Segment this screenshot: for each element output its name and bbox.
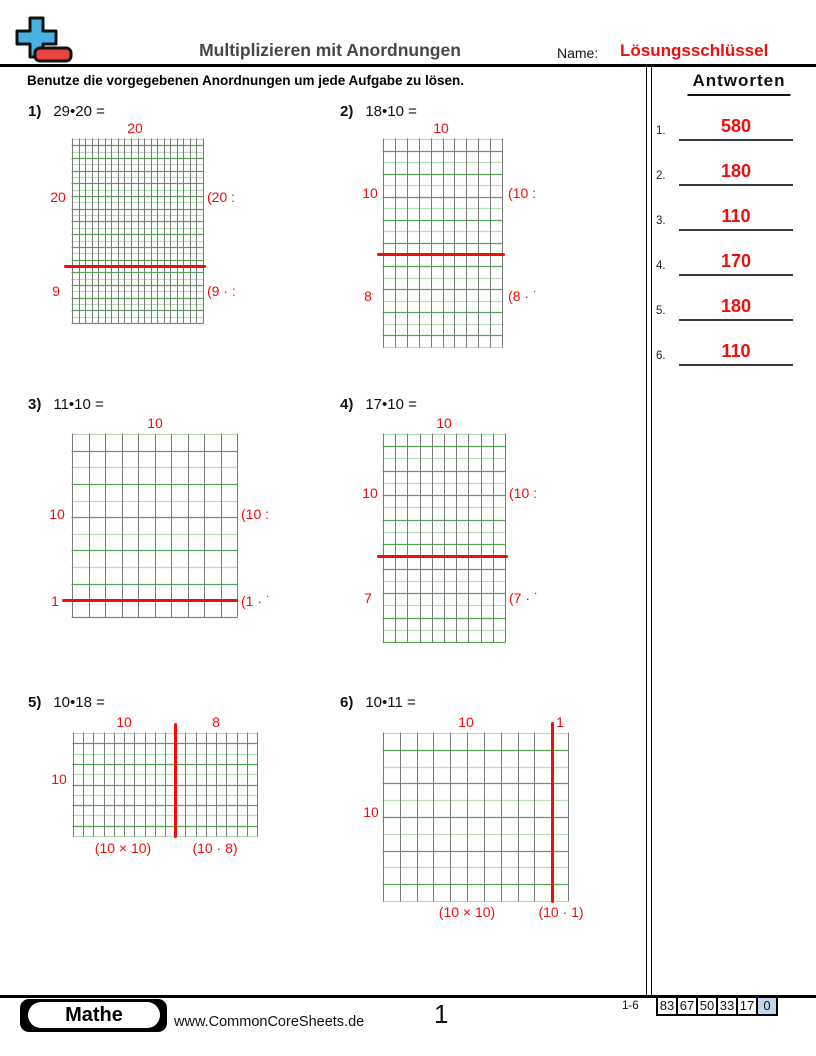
worksheet-title: Multiplizieren mit Anordnungen bbox=[199, 40, 461, 60]
website-label: www.CommonCoreSheets.de bbox=[174, 1014, 365, 1030]
answer-index: 6. bbox=[656, 350, 666, 362]
grid-label: (10 · 8) bbox=[192, 840, 238, 856]
problem-number: 2) bbox=[340, 103, 354, 120]
answers-title: Antworten bbox=[687, 71, 790, 96]
array-grid bbox=[383, 139, 502, 347]
problem-number: 1) bbox=[28, 103, 42, 120]
problem-number: 6) bbox=[340, 694, 354, 711]
answer-key-label: Lösungsschlüssel bbox=[620, 41, 769, 60]
answer-value: 110 bbox=[721, 341, 751, 361]
answer-line bbox=[679, 364, 793, 366]
grid-label: (8 · ˙ bbox=[508, 288, 538, 304]
page-number: 1 bbox=[434, 999, 449, 1029]
grid-label: 8 bbox=[364, 288, 372, 304]
answer-index: 1. bbox=[656, 125, 666, 137]
grid-label: 10 bbox=[433, 120, 449, 136]
array-grid bbox=[383, 434, 505, 642]
answer-value: 180 bbox=[720, 296, 752, 316]
score-range-label: 1-6 bbox=[622, 1000, 639, 1012]
subject-label: Mathe bbox=[65, 1003, 123, 1026]
array-grid bbox=[72, 139, 203, 323]
score-cell: 83 bbox=[656, 996, 678, 1016]
grid-label: (7 · ˙ bbox=[509, 590, 539, 606]
answer-value: 170 bbox=[720, 251, 752, 271]
grid-label: 10 bbox=[147, 415, 163, 431]
problem-header bbox=[340, 103, 417, 120]
name-label: Name: bbox=[557, 45, 599, 61]
grid-label: 20 bbox=[127, 120, 143, 136]
grid-label: (1 · ˙ bbox=[241, 593, 271, 609]
grid-label: (10 · 1) bbox=[538, 904, 584, 920]
grid-divider-line bbox=[377, 253, 505, 256]
grid-label: 10 bbox=[362, 185, 378, 201]
problem-header bbox=[340, 396, 417, 413]
grid-label: (10 × 10) bbox=[94, 840, 152, 856]
array-grid bbox=[72, 434, 237, 617]
grid-label: (10 : bbox=[241, 506, 270, 522]
grid-divider-line bbox=[377, 555, 508, 558]
grid-divider-line bbox=[551, 722, 554, 903]
instruction-text: Benutze die vorgegebenen Anordnungen um jede Aufgabe zu lösen. bbox=[27, 73, 465, 88]
problem-header bbox=[340, 694, 416, 711]
grid-label: (10 : bbox=[509, 485, 538, 501]
grid-label: 8 bbox=[212, 714, 220, 730]
grid-divider-line bbox=[174, 723, 177, 838]
problem-expression: 11•10 = bbox=[53, 396, 104, 413]
answer-index: 5. bbox=[656, 305, 666, 317]
subject-badge bbox=[20, 999, 167, 1032]
grid-label: 10 bbox=[458, 714, 474, 730]
problem-expression: 10•11 = bbox=[365, 694, 416, 711]
problem-number: 4) bbox=[340, 396, 354, 413]
column-separator bbox=[646, 66, 652, 996]
score-cell: 50 bbox=[696, 996, 718, 1016]
answer-value: 580 bbox=[720, 116, 752, 136]
answer-line bbox=[679, 139, 793, 141]
answer-index: 4. bbox=[656, 260, 666, 272]
grid-label: (10 × 10) bbox=[438, 904, 496, 920]
array-grid bbox=[383, 733, 568, 901]
answer-line bbox=[679, 229, 793, 231]
answer-value: 110 bbox=[721, 206, 751, 226]
grid-label: 1 bbox=[556, 714, 564, 730]
score-table bbox=[656, 996, 778, 1016]
grid-label: 7 bbox=[364, 590, 372, 606]
answer-line bbox=[679, 184, 793, 186]
answer-index: 3. bbox=[656, 215, 666, 227]
problem-header bbox=[28, 694, 105, 711]
problem-expression: 17•10 = bbox=[365, 396, 417, 413]
score-cell: 67 bbox=[676, 996, 698, 1016]
grid-label: (10 : bbox=[508, 185, 537, 201]
grid-label: 10 bbox=[51, 771, 67, 787]
grid-label: 20 bbox=[50, 189, 66, 205]
problem-header bbox=[28, 396, 104, 413]
grid-divider-line bbox=[62, 599, 238, 602]
score-cell: 33 bbox=[716, 996, 738, 1016]
grid-label: 10 bbox=[49, 506, 65, 522]
grid-label: 10 bbox=[363, 804, 379, 820]
grid-label: (20 : bbox=[207, 189, 236, 205]
grid-label: 9 bbox=[52, 283, 60, 299]
problem-number: 3) bbox=[28, 396, 42, 413]
grid-label: (9 · : bbox=[207, 283, 236, 299]
answer-line bbox=[679, 319, 793, 321]
problem-number: 5) bbox=[28, 694, 42, 711]
answer-line bbox=[679, 274, 793, 276]
problem-expression: 29•20 = bbox=[53, 103, 105, 120]
problem-expression: 18•10 = bbox=[365, 103, 417, 120]
grid-label: 10 bbox=[362, 485, 378, 501]
answer-index: 2. bbox=[656, 170, 666, 182]
array-grid bbox=[73, 733, 257, 836]
grid-label: 10 bbox=[116, 714, 132, 730]
grid-label: 1 bbox=[51, 593, 59, 609]
problem-header bbox=[28, 103, 105, 120]
problem-expression: 10•18 = bbox=[53, 694, 105, 711]
grid-divider-line bbox=[64, 265, 206, 268]
score-cell: 17 bbox=[736, 996, 758, 1016]
grid-label: 10 bbox=[436, 415, 452, 431]
subject-pill bbox=[28, 1002, 160, 1028]
answer-value: 180 bbox=[720, 161, 752, 181]
header-rule bbox=[0, 64, 816, 67]
score-cell: 0 bbox=[756, 996, 778, 1016]
plus-minus-logo-icon bbox=[14, 15, 76, 65]
